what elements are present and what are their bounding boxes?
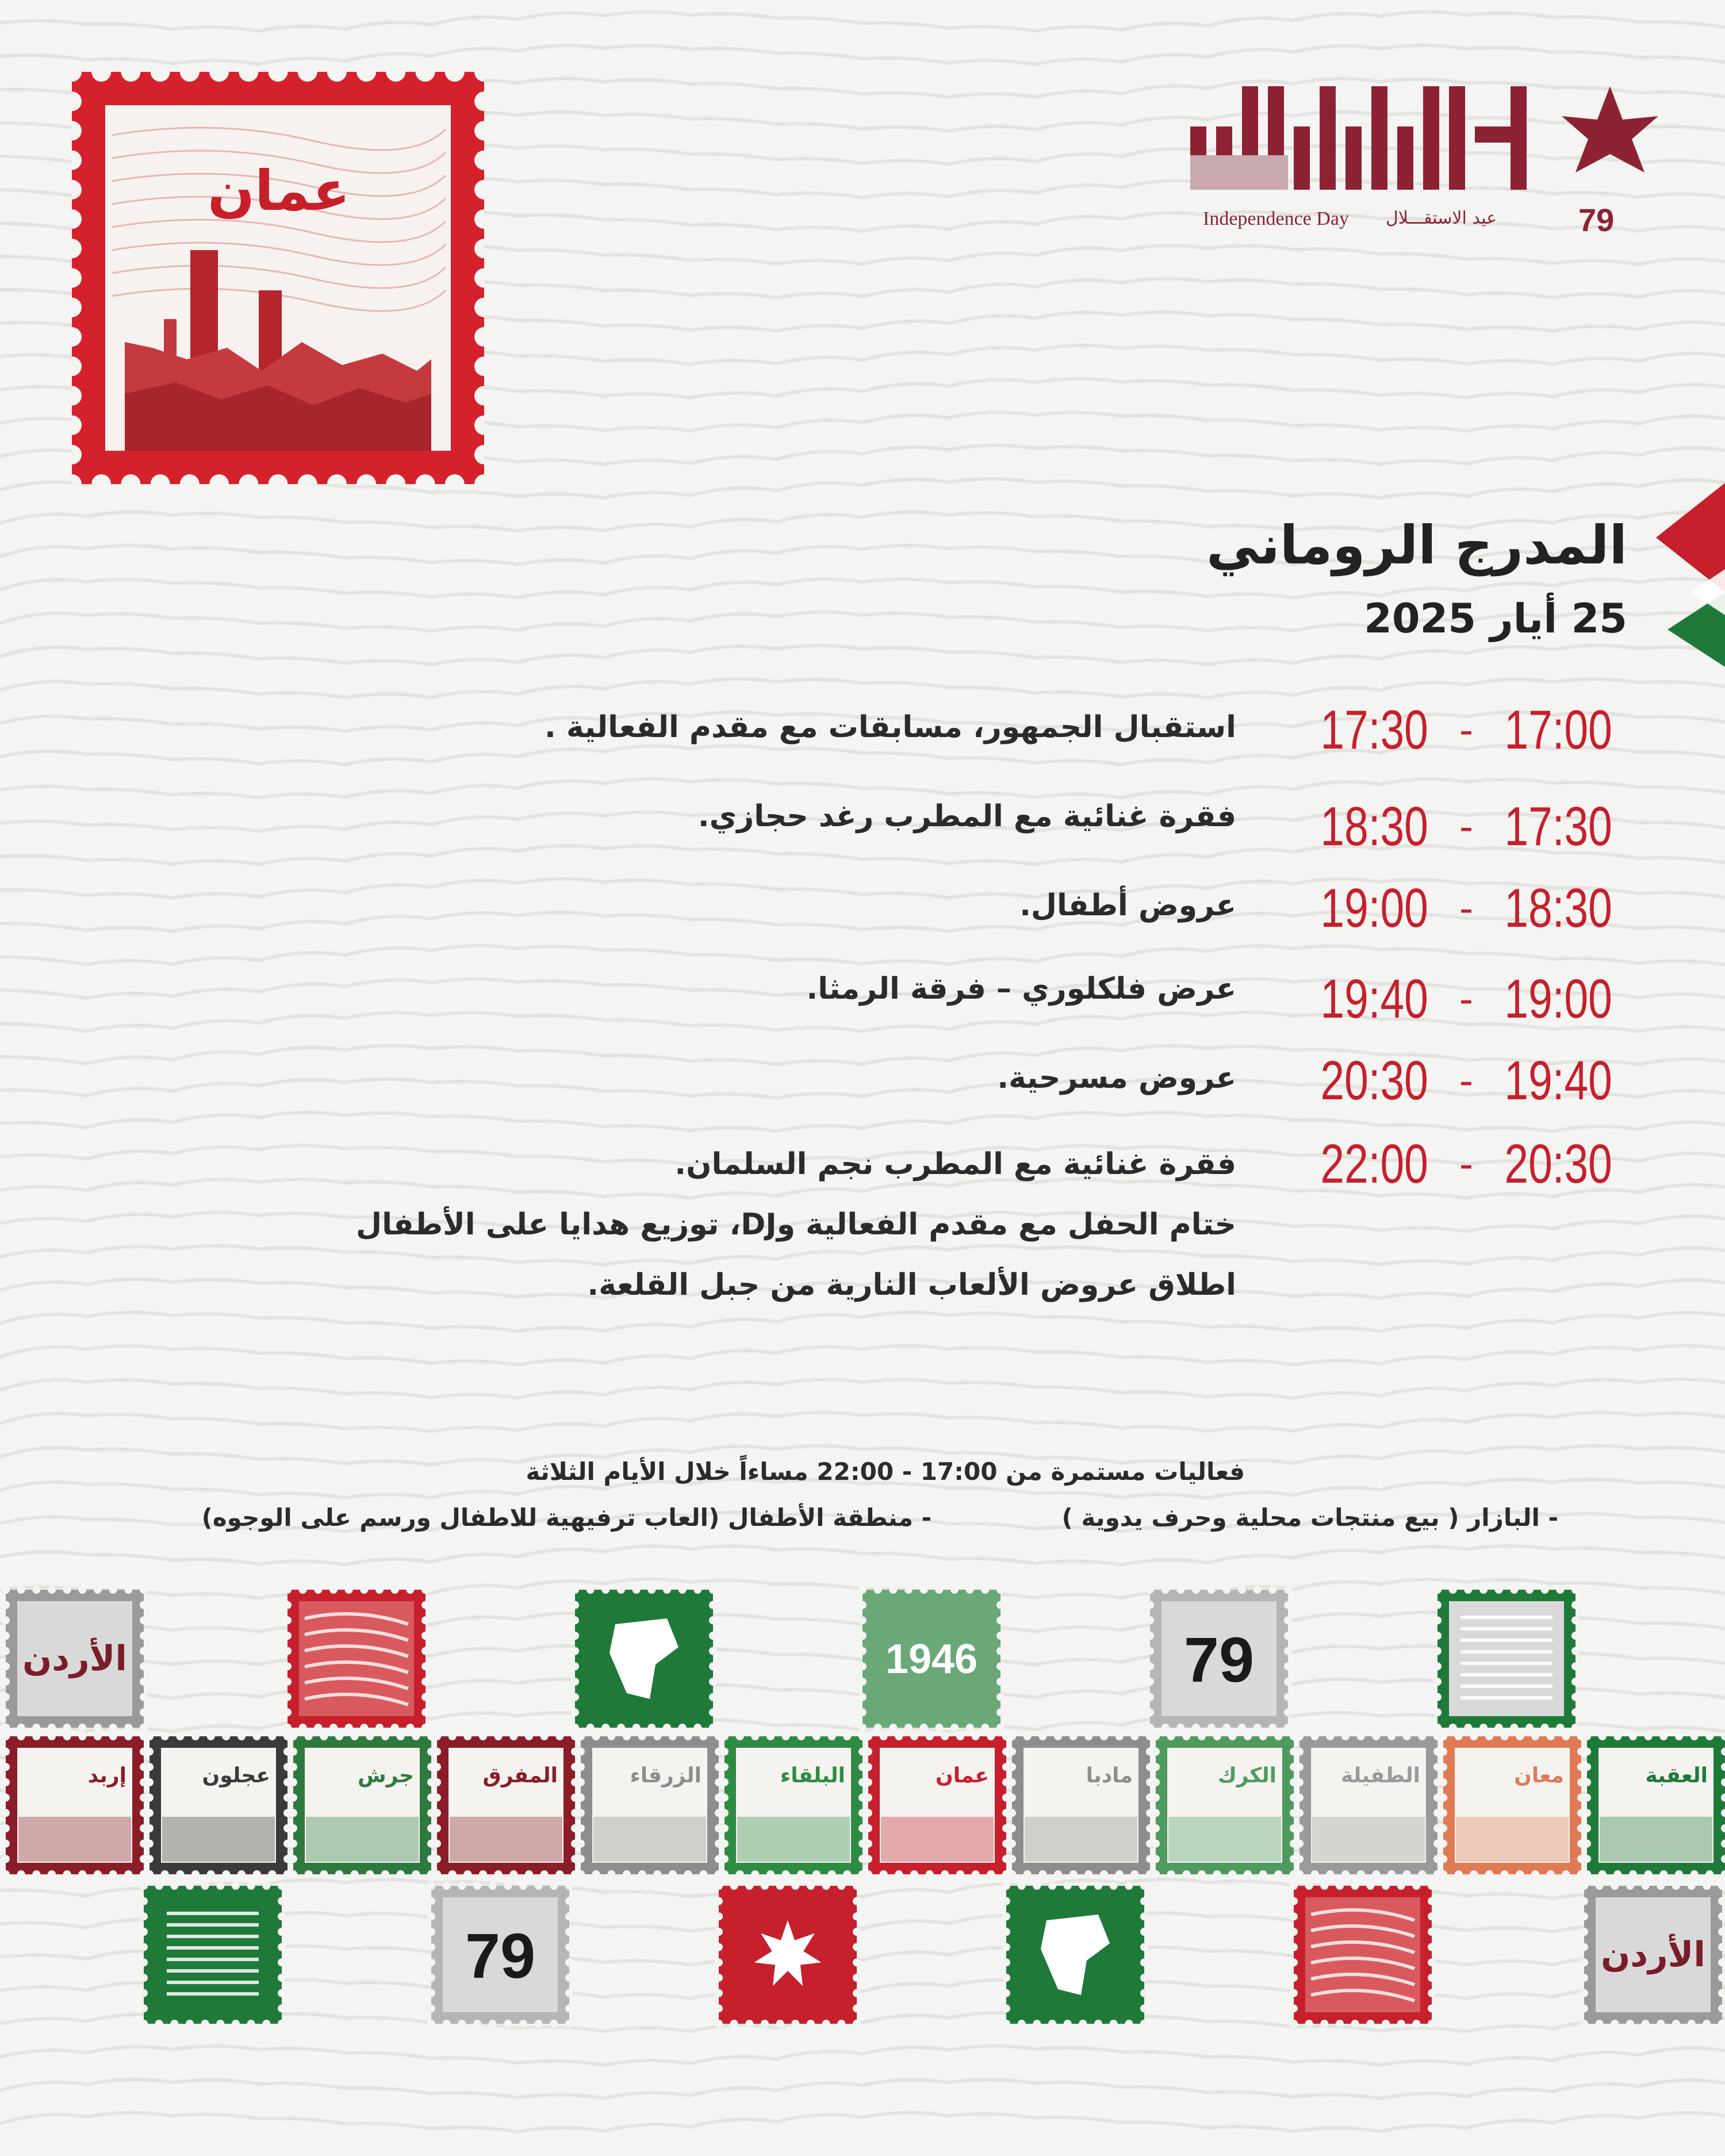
time-end: 22:00 <box>1320 1133 1428 1195</box>
time-end: 18:30 <box>1320 796 1428 857</box>
schedule-time-6: 22:00 - 20:30 <box>1320 1133 1612 1195</box>
anniversary-label: 79 <box>465 1921 536 1992</box>
kids-zone-note: - منطقة الأطفال (العاب ترفيهية للاطفال ورسم على الوجوه) <box>201 1503 931 1532</box>
logo-arabic-text: عيد الاستقـــلال <box>1386 208 1497 228</box>
decor-stamp <box>427 1882 573 2028</box>
time-start: 18:30 <box>1504 877 1612 939</box>
schedule-time-5: 20:30 - 19:40 <box>1320 1050 1612 1111</box>
city-stamp <box>1583 1670 1725 1878</box>
event-date: 25 أيار 2025 <box>1364 595 1627 642</box>
logo-number: 79 <box>1578 202 1615 238</box>
city-stamp-label: العقبة <box>1645 1764 1708 1787</box>
city-stamp-label: عجلون <box>202 1764 270 1787</box>
decor-stamp <box>1580 1882 1725 2028</box>
flag-tab <box>1656 483 1725 667</box>
bazaar-note: - البازار ( بيع منتجات محلية وحرف يدوية ) <box>1061 1503 1558 1532</box>
city-stamp-label: الطفيلة <box>1340 1764 1420 1787</box>
closing-line-1: ختام الحفل مع مقدم الفعالية وDJ، توزيع هدايا على الأطفال <box>356 1207 1236 1242</box>
schedule-time-4: 19:40 - 19:00 <box>1320 968 1612 1030</box>
country-label: الأردن <box>22 1639 127 1679</box>
city-stamp-label: الزرقاء <box>630 1764 702 1787</box>
stamps-strip <box>0 1584 1725 2030</box>
city-stamp-label: جرش <box>357 1764 414 1787</box>
time-end: 19:40 <box>1320 968 1428 1030</box>
decor-stamp <box>715 1882 861 2028</box>
continuous-events-note: فعاليات مستمرة من 17:00 - 22:00 مساءاً خلال الأيام الثلاثة <box>526 1457 1245 1486</box>
time-start: 19:00 <box>1504 968 1612 1030</box>
schedule-time-2: 18:30 - 17:30 <box>1320 796 1612 857</box>
city-stamp-label: مادبا <box>1086 1764 1133 1787</box>
city-stamp <box>433 1670 579 1878</box>
venue-title: المدرج الروماني <box>1206 515 1627 576</box>
stamp-city-name: عمان <box>208 159 350 223</box>
time-start: 20:30 <box>1504 1133 1612 1195</box>
decor-stamp <box>571 1586 717 1732</box>
time-end: 19:00 <box>1320 877 1428 939</box>
time-end: 20:30 <box>1320 1050 1428 1111</box>
decor-stamp <box>283 1586 430 1732</box>
anniversary-label: 79 <box>1183 1625 1255 1695</box>
schedule-time-1: 17:30 - 17:00 <box>1320 699 1612 761</box>
year-label: 1946 <box>885 1636 978 1682</box>
amman-stamp <box>72 72 484 484</box>
decor-stamp <box>1433 1586 1580 1732</box>
decor-stamp <box>1290 1882 1436 2028</box>
schedule-desc-3: عروض أطفال. <box>1019 888 1236 923</box>
country-label: الأردن <box>1601 1935 1705 1975</box>
decor-stamp <box>1002 1882 1148 2028</box>
closing-line-2: اطلاق عروض الألعاب النارية من جبل القلعة. <box>587 1268 1236 1302</box>
city-stamp-label: عمان <box>936 1764 989 1787</box>
time-start: 19:40 <box>1504 1050 1612 1111</box>
schedule-time-3: 19:00 - 18:30 <box>1320 877 1612 939</box>
schedule-desc-5: عروض مسرحية. <box>997 1061 1236 1095</box>
time-start: 17:00 <box>1504 699 1612 761</box>
time-end: 17:30 <box>1320 699 1428 761</box>
time-start: 17:30 <box>1504 796 1612 857</box>
city-stamp-label: البلقاء <box>780 1764 845 1787</box>
city-stamp <box>145 1670 292 1878</box>
city-stamp <box>1295 1670 1442 1878</box>
logo-english-text: Independence Day <box>1203 208 1349 229</box>
decor-stamp <box>1146 1586 1292 1732</box>
decor-stamp <box>858 1586 1005 1732</box>
city-stamp-label: الكرك <box>1217 1764 1276 1787</box>
decor-stamp <box>2 1586 148 1732</box>
decor-stamp <box>140 1882 286 2028</box>
city-stamp <box>720 1670 867 1878</box>
schedule-desc-6: فقرة غنائية مع المطرب نجم السلمان. <box>674 1147 1236 1181</box>
schedule-desc-1: استقبال الجمهور، مسابقات مع مقدم الفعالية . <box>545 710 1236 745</box>
city-stamp-label: المفرق <box>482 1764 558 1787</box>
city-stamp-label: معان <box>1514 1764 1564 1787</box>
schedule-desc-4: عرض فلكلوري – فرقة الرمثا. <box>806 972 1236 1006</box>
city-stamp-label: إربد <box>87 1764 126 1787</box>
city-stamp <box>1008 1670 1154 1878</box>
schedule-desc-2: فقرة غنائية مع المطرب رغد حجازي. <box>697 799 1236 834</box>
